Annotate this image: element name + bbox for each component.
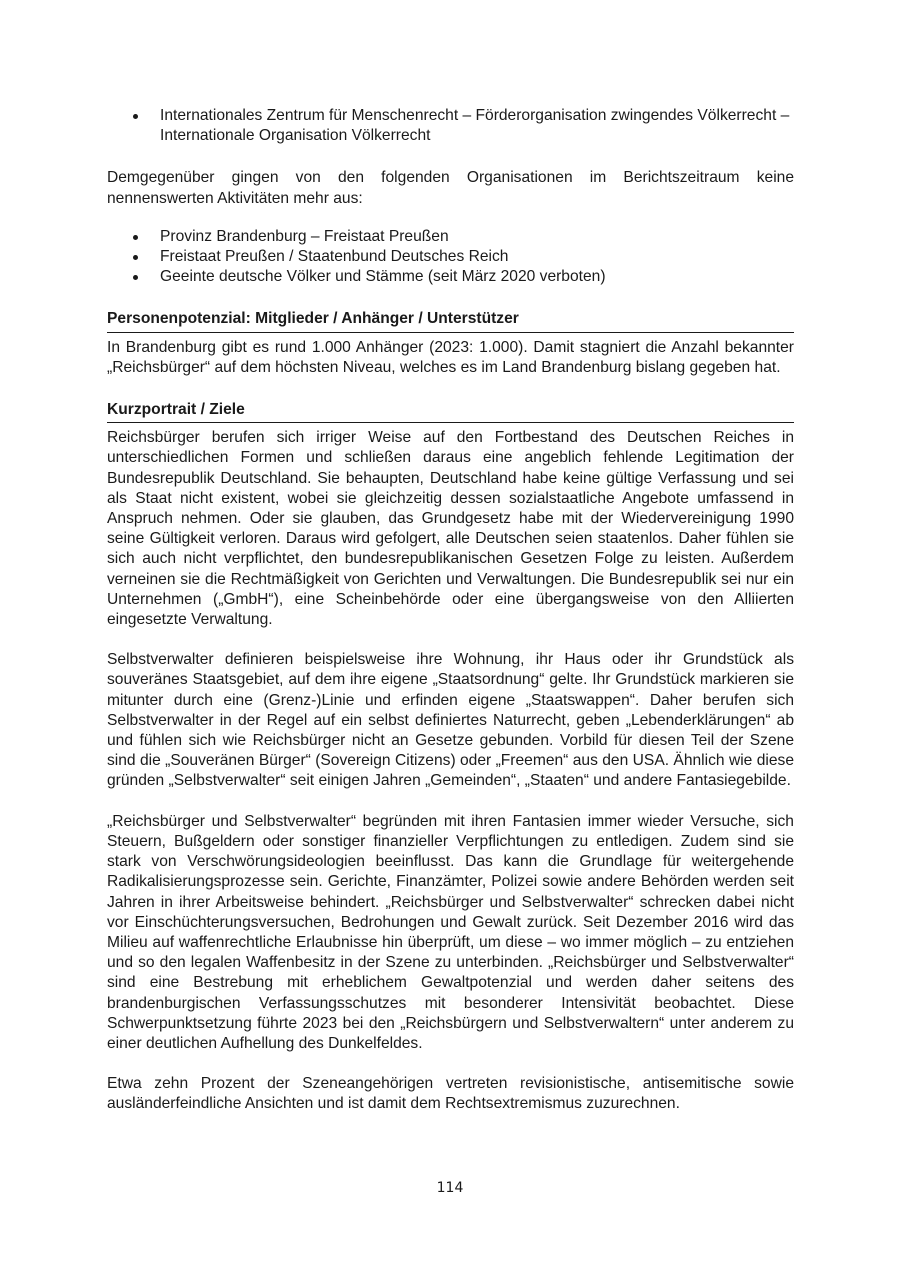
organisation-list-inactive <box>107 227 794 288</box>
list-item-text: Geeinte deutsche Völker und Stämme (seit März 2020 verboten) <box>160 268 606 286</box>
section-heading-kurzportrait: Kurzportrait / Ziele <box>107 400 794 423</box>
page-number: 114 <box>436 1180 464 1196</box>
kurzportrait-paragraph: Reichsbürger berufen sich irriger Weise auf den Fortbestand des Deutschen Reiches in unterschiedlichen Formen und schließen daraus eine angeblich fehlende Legitimation der Bundesrepublik Deutschland. Sie behaupten, Deutschland habe keine gültige Verfassung und sei als Staat nicht existent, wobei sie gleichzeitig dessen sozialstaatliche Angebote umfassend in Anspruch nehmen. Oder sie glauben, das Grundgesetz habe mit der Wiedervereinigung 1990 seine Gültigkeit verloren. Daraus wird gefolgert, alle Deutschen seien staatenlos. Daher fühlen sie sich auch nicht verpflichtet, den bundesrepublikanischen Gesetzen Folge zu leisten. Außerdem verneinen sie die Rechtmäßigkeit von Gerichten und Verwaltungen. Die Bundesrepublik sei nur ein Unternehmen („GmbH“), eine Scheinbehörde oder eine übergangsweise von den Alliierten eingesetzte Verwaltung. <box>107 429 794 629</box>
bullet-icon <box>133 275 138 280</box>
document-page <box>107 106 794 1115</box>
list-item-text: Internationales Zentrum für Menschenrecht – Förderorganisation zwingendes Völkerrecht – Internationale Organisation Völkerrecht <box>160 107 790 145</box>
list-item <box>107 106 794 146</box>
kurzportrait-paragraph: Selbstverwalter definieren beispielsweise ihre Wohnung, ihr Haus oder ihr Grundstück als souveränes Staatsgebiet, auf dem ihre eigene „Staatsordnung“ gelte. Ihr Grundstück markieren sie mitunter durch eine (Grenz-)Linie und erfinden eigene „Staatswappen“. Daher berufen sich Selbstverwalter in der Regel auf ein selbst definiertes Naturrecht, geben „Lebenderklärungen“ ab und fühlen sich wie Reichsbürger nicht an Gesetze gebunden. Vorbild für diesen Teil der Szene sind die „Souveränen Bürger“ (Sovereign Citizens) oder „Freemen“ aus den USA. Ähnlich wie diese gründen „Selbstverwalter“ seit einigen Jahren „Gemeinden“, „Staaten“ und andere Fantasiegebilde. <box>107 651 794 790</box>
bullet-icon <box>133 235 138 240</box>
kurzportrait-paragraph: Etwa zehn Prozent der Szeneangehörigen vertreten revisionistische, antisemitische sowie ausländerfeindliche Ansichten und ist damit dem Rechtsextremismus zuzurechnen. <box>107 1075 794 1113</box>
kurzportrait-paragraph: „Reichsbürger und Selbstverwalter“ begründen mit ihren Fantasien immer wieder Versuche, sich Steuern, Bußgeldern oder sonstiger finanzieller Verpflichtungen zu entledigen. Zudem sind sie stark von Verschwörungsideologien beeinflusst. Das kann die Grundlage für weitergehende Radikalisierungsprozesse sein. Gerichte, Finanzämter, Polizei sowie andere Behörden werden seit Jahren in ihrer Arbeitsweise behindert. „Reichsbürger und Selbstverwalter“ schrecken dabei nicht vor Einschüchterungsversuchen, Bedrohungen und Gewalt zurück. Seit Dezember 2016 wird das Milieu auf waffenrechtliche Erlaubnisse hin überprüft, um diese – wo immer möglich – zu entziehen und so den legalen Waffenbesitz in der Szene zu unterbinden. „Reichsbürger und Selbstverwalter“ sind eine Bestrebung mit erheblichem Gewaltpotenzial und werden daher seitens des brandenburgischen Verfassungsschutzes mit besonderer Intensivität beobachtet. Diese Schwerpunktsetzung führte 2023 bei den „Reichsbürgern und Selbstverwaltern“ unter anderem zu einer deutlichen Aufhellung des Dunkelfeldes. <box>107 812 794 1052</box>
list-item <box>107 247 794 267</box>
bullet-icon <box>133 255 138 260</box>
list-item-text: Provinz Brandenburg – Freistaat Preußen <box>160 227 449 245</box>
personenpotenzial-paragraph: In Brandenburg gibt es rund 1.000 Anhänger (2023: 1.000). Damit stagniert die Anzahl bekannter „Reichsbürger“ auf dem höchsten Niveau, welches es im Land Brandenburg bislang gegeben hat. <box>107 338 794 376</box>
section-heading-personenpotenzial: Personenpotenzial: Mitglieder / Anhänger / Unterstützer <box>107 309 794 332</box>
inactive-intro-paragraph: Demgegenüber gingen von den folgenden Organisationen im Berichtszeitraum keine nennenswerten Aktivitäten mehr aus: <box>107 169 794 207</box>
organisation-list-active <box>107 106 794 146</box>
list-item-text: Freistaat Preußen / Staatenbund Deutsches Reich <box>160 248 509 266</box>
list-item <box>107 267 794 287</box>
list-item <box>107 227 794 247</box>
bullet-icon <box>133 114 138 119</box>
